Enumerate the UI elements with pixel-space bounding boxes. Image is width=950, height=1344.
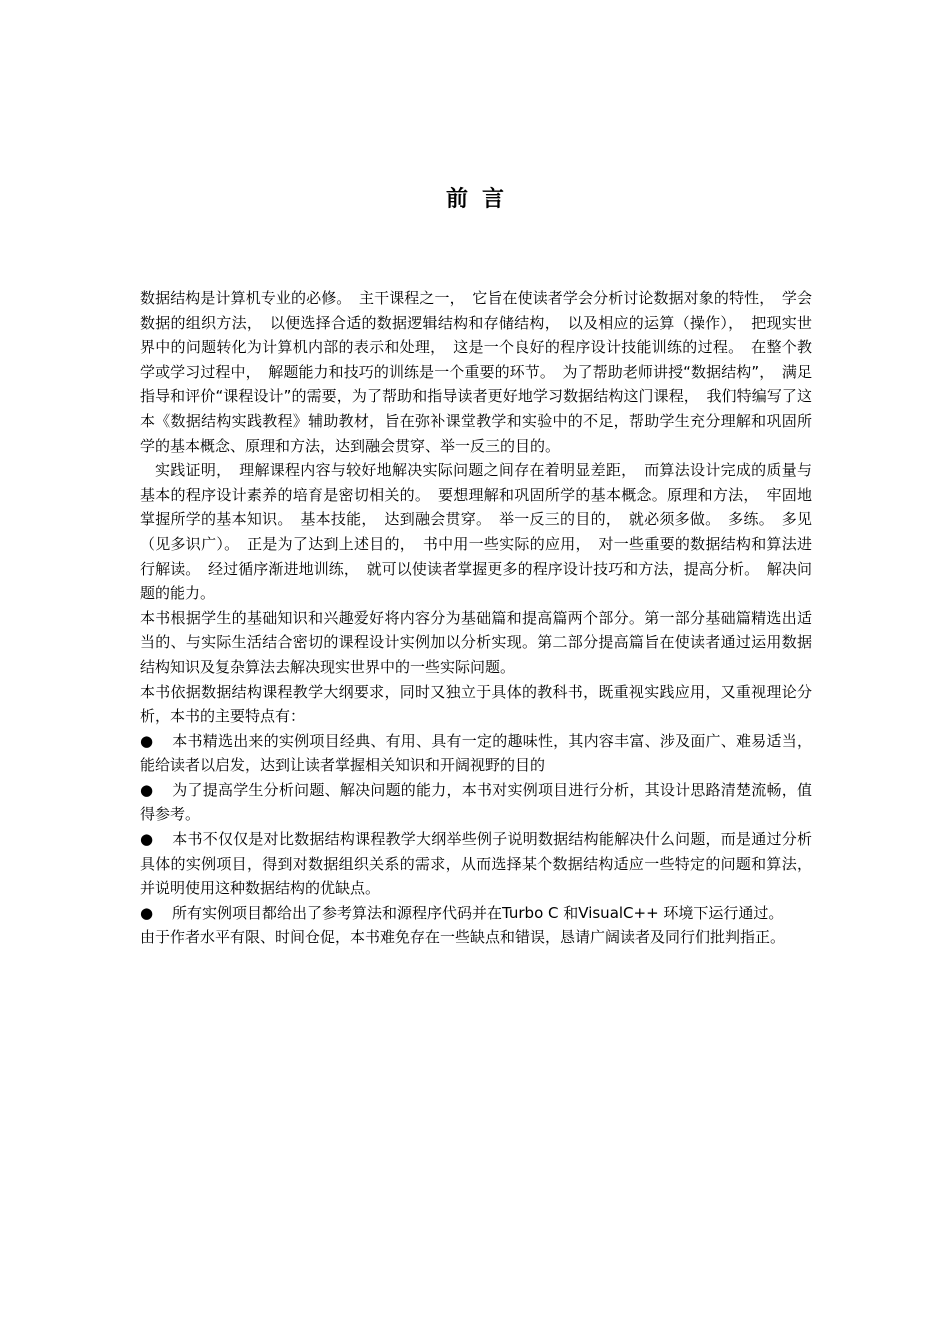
- bullet-text: 本书精选出来的实例项目经典、有用、具有一定的趣味性，其内容丰富、涉及面广、难易适当，能给读者以启发，达到让读者掌握相关知识和开阔视野的目的: [140, 731, 812, 775]
- bullet-item-3: [140, 827, 812, 901]
- paragraph-3: 本书根据学生的基础知识和兴趣爱好将内容分为基础篇和提高篇两个部分。第一部分基础篇精选出适当的、与实际生活结合密切的课程设计实例加以分析实现。第二部分提高篇旨在使读者通过运用数据结构知识及复杂算法去解决现实世界中的一些实际问题。: [140, 608, 812, 676]
- bullet-item-4: [140, 901, 812, 926]
- bullet-icon: ●: [140, 830, 154, 849]
- paragraph-2: 实践证明， 理解课程内容与较好地解决实际问题之间存在着明显差距， 而算法设计完成的质量与基本的程序设计素养的培育是密切相关的。 要想理解和巩固所学的基本概念。原理和方法， 牢固地掌握所学的基本知识。 基本技能， 达到融会贯穿。 举一反三的目的， 就必须多做。 多练。 多见（见多识广）。 正是为了达到上述目的， 书中用一些实际的应用， 对一些重要的数据结构和算法进行解读。 经过循序渐进地训练， 就可以使读者掌握更多的程序设计技巧和方法，提高分析。 解决问题的能力。: [140, 461, 812, 603]
- bullet-icon: ●: [140, 731, 154, 750]
- bullet-item-2: [140, 778, 812, 827]
- paragraph-1: 数据结构是计算机专业的必修。 主干课程之一， 它旨在使读者学会分析讨论数据对象的特性， 学会数据的组织方法， 以便选择合适的数据逻辑结构和存储结构， 以及相应的运算（操作）， 把现实世界中的问题转化为计算机内部的表示和处理， 这是一个良好的程序设计技能训练的过程。 在整个教学或学习过程中， 解题能力和技巧的训练是一个重要的环节。 为了帮助老师讲授“数据结构”， 满足指导和评价“课程设计”的需要，为了帮助和指导读者更好地学习数据结构这门课程， 我们特编写了这本《数据结构实践教程》辅助教材，旨在弥补课堂教学和实验中的不足，帮助学生充分理解和巩固所学的基本概念、原理和方法，达到融会贯穿、举一反三的目的。: [140, 289, 812, 455]
- page-title: 前言: [445, 187, 518, 212]
- bullet-item-1: [140, 729, 812, 778]
- closing-paragraph: 由于作者水平有限、时间仓促，本书难免存在一些缺点和错误，恳请广阔读者及同行们批判指正。: [140, 928, 786, 947]
- document-body: [140, 286, 812, 950]
- bullet-icon: ●: [140, 780, 154, 799]
- paragraph-4: 本书依据数据结构课程教学大纲要求，同时又独立于具体的教科书，既重视实践应用，又重视理论分析，本书的主要特点有：: [140, 682, 812, 726]
- bullet-text: 所有实例项目都给出了参考算法和源程序代码并在Turbo C 和VisualC++ 环境下运行通过。: [172, 903, 784, 922]
- bullet-text: 本书不仅仅是对比数据结构课程教学大纲举些例子说明数据结构能解决什么问题，而是通过分析具体的实例项目，得到对数据组织关系的需求，从而选择某个数据结构适应一些特定的问题和算法，并说明使用这种数据结构的优缺点。: [140, 830, 812, 898]
- bullet-icon: ●: [140, 903, 154, 922]
- bullet-text: 为了提高学生分析问题、解决问题的能力，本书对实例项目进行分析，其设计思路清楚流畅，值得参考。: [140, 780, 812, 824]
